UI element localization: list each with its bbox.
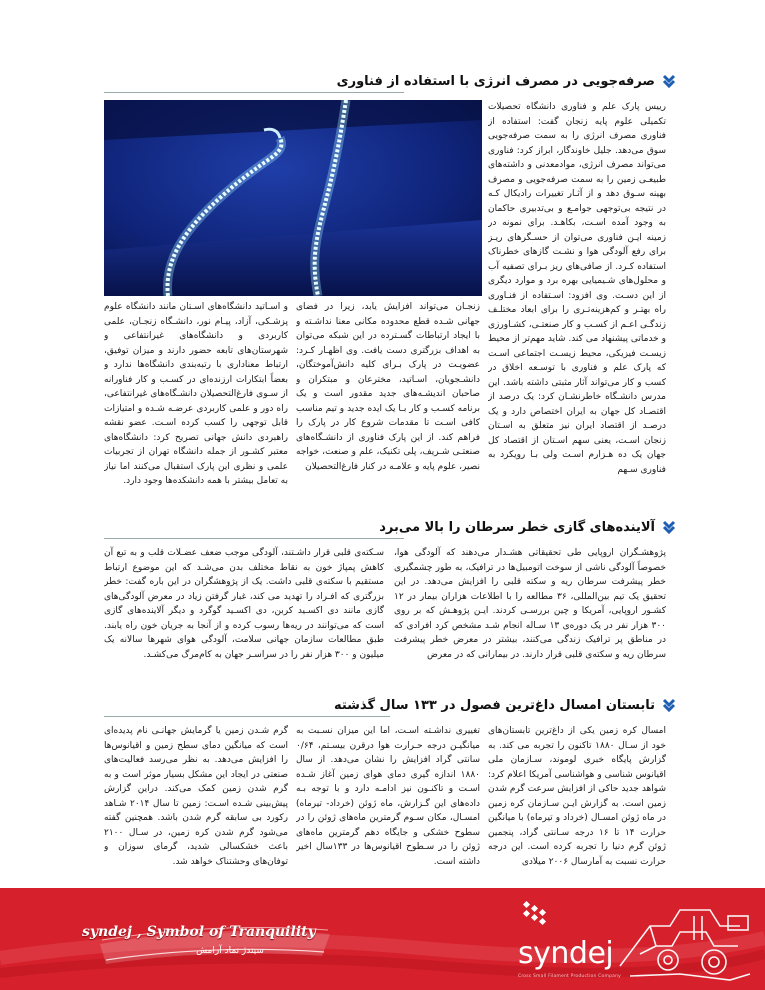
article2-column-left: سـکته‌ی قلبی قرار داشـتند، آلودگی موجب ضعف عضـلات قلب و به تبع آن کاهش پمپاژ خون به نقاط مختلف بدن می‌شـد که این موضوع ارتباط مستقیم با سکته‌ی قلبی داشت. یک از پژوهشگران در این باره گفت: خطر بزرگتری که افـراد را تهدید می کند، غبار گرفتن زیاد در معرض آلودگی‌های گازی مانند دی اکسـید کربن، دی اکسـید گوگرد و دیگر آلاینده‌های گازی است که می‌توانند در ریه‌ها رسوب کرده و از آنجا به جریان خون راه یابند. طبق مطالعات سازمان جهانی سلامت، آلودگی هوای شهرها سالانه یک میلیون و ۳۰۰ هزار نفر را در سراسـر جهان به کام‌مرگ می‌کشـد.	[104, 548, 384, 660]
article3-column-middle: تغییری نداشـته اسـت، اما این میزان نسـبت به میانگیـن درجه حـرارت هوا درقرن بیسـتم، ۰/۶۴ سانتی گراد افزایش را نشان می‌دهد. از سال ۱۸۸۰ اندازه گیری دمای هوای زمین آغاز شـده اسـت و تاکنـون نیز ادامـه دارد و با توجه بـه داده‌های این گـزارش، ماه ژوئن (خرداد- تیرماه) امسـال، مکان سـوم گرمترین ماه‌های ژوئن را در سطوح خشکی و جایگاه دهم گرمترین ماه‌های ژوئن را در سـطوح اقیانوس‌ها در ۱۳۳سال اخیر داشته است.	[296, 726, 480, 867]
brand-tagline: Cross Small Filament Production Company	[518, 974, 621, 979]
article3-title: تابستان امسال داغ‌ترین فصول در ۱۳۳ سال گذشته	[333, 697, 655, 713]
article2-column-right: پژوهشـگران اروپایی طی تحقیقاتی هشـدار می‌دهند که آلودگی هوا، خصوصاً آلودگی ناشی از سوخت اتومبیل‌ها در ترافیک، به طور چشمگیری خطر پیشرفت سرطان ریه و سکته قلبی را افزایش می‌دهد. در این تحقیق یک تیم بین‌المللی، ۳۶ مطالعه را با اطلاعات هزاران بیمار در ۱۲ کشـور اروپایی، آمریکا و چین بررسـی کردند. ایـن پژوهـش که بر روی ۳۰۰ هزار نفر در یک دوره‌ی ۱۳ سـاله انجام شـد مشخص کرد افرادی که در مناطق پر ترافیک زندگی می‌کنند، بیشتر در معرض خطر پیشرفت سرطان ریه و سکته‌ی قلبی قرار دارند. در بیمارانی که در معرض	[394, 548, 666, 660]
slogan-persian: سیندژ نماد آرامش	[196, 946, 264, 956]
article2-title: آلاینده‌های گازی خطر سرطان را بالا می‌برد	[379, 519, 655, 535]
article1-column-left: و اسـاتید دانشگاه‌های اسـتان مانند دانشگاه علوم پزشـکی، آزاد، پیـام نور، دانشـگاه زنجـان، علمی کاربردی و دانشگاه‌های غیرانتفاعی و شهرستان‌های تابعه حضور دارند و میزان توفیق، ارتباط معناداری با رتبه‌بندی دانشگاه‌ها ندارد و بعضاً ابتکارات ارزنده‌ای در کسـب و کار فناورانه از سـوی فارغ‌التحصیلان دانشـگاه‌های غیرانتفاعی، راه دور و علمی کاربردی عرضـه شـده و امتیازات قابل توجهی را کسب کرده اسـت. عضو نقشه راهبردی دانش جهانی تصریح کرد: دانشگاه‌های معتبر کشـور از جمله دانشگاه تهران از تجربیات علمی و نظری این پارک استقبال می‌کنند اما نیاز به تعامل بیشتر با همه دانشکده‌ها وجود دارد.	[104, 302, 288, 486]
double-chevron-down-icon	[661, 519, 677, 535]
article2-rule	[104, 538, 404, 539]
article1-column-middle: زنجـان می‌تواند افزایش یابد، زیرا در فضای جهانی شـده قطع محدوده مکانی معنا نداشـته و با ایجاد ارتباطات گسـترده در این شبکه می‌توان به اهداف بزرگتری دست یافت. وی اظهـار کـرد: عضویـت در پارک بـرای کلیه دانش‌آموختگان، دانشـجویان، اسـاتید، مخترعان و مبتکران و صاحبان اندیشـه‌های جدید مقدور است و یک برنامه کسـب و کار بـا یک ایده جدید و تیم مناسب کافی اسـت تا مقدمات شروع کار در پارک را فراهم کند. از این پارک فناوری از دانشـگاه‌های صنعتـی شـریف، پلی تکنیک، علم و صنعت، خواجه نصیر، علوم پایه و علامـه در کنار فارغ‌التحصیلان	[296, 302, 480, 472]
article1-title: صرفه‌جویی در مصرف انرژی با استفاده از فناوری	[336, 73, 655, 89]
article1-column-right: رییس پارک علم و فناوری دانشگاه تحصیلات تکمیلی علوم پایه زنجان گفت: استفاده از فناوری مصرف انرژی را به سمت صرفه‌جویی سوق می‌دهد. جلیل خاوندگار، ابراز کرد: فناوری می‌تواند مصرف انرژی، موادمعدنی و داشته‌های طبیعـی زمین را به سمت صرفه‌جویی و مصرف بهینه سـوق دهد و از آثـار تغییرات رادیکال کـه در نتیجه بی‌توجهی جوامـع و بی‌تدبیری حاکمان به وجود آمده اسـت، بکاهـد. برای نمونه در زمینه ایـن فناوری می‌توان از حسـگرهای ریـز برای رفع آلودگی هوا و نشـت گازهای خطرناک استفاده کـرد. از صافی‌های ریز بـرای تصفیه آب و محلول‌های شـیمیایی بهره برد و موارد دیگری از این دسـت. وی افزود: اسـتفاده از فنـاوری راه بهتـر و کم‌هزینه‌تـری را برای ابعاد مختلـف زندگـی اعـم از کسـب و کار صنعتـی، کشـاورزی و خدماتی پیشنهاد می کند. شاید مهم‌تر از محیط زیسـت فیزیکی، محیط زیسـت اجتماعی اسـت که پارک علم و فناوری با توسـعه اخلاق در کسب و کار می‌تواند آثار مثبتی داشته باشد. این مدرس دانشـگاه خاطرنشـان کرد: یک درصد از اقتصـاد کل جهان به ایران اختصاص دارد و یک درصـد از اقتصاد ایران نیز متعلق به اسـتان زنجان اسـت، یعنی سهم اسـتان از اقتصاد کل جهان یک ده هـزارم اسـت ولی بـا رویکرد به فناوری سـهم	[488, 102, 666, 475]
article3-heading	[334, 694, 677, 716]
article1-heading	[337, 70, 677, 92]
article1-photo-glowing-filament	[104, 100, 482, 296]
article3-column-left: گرم شـدن زمین یا گرمایش جهانـی نام پدیده‌ای است که میانگین دمای سطح زمین و اقیانوس‌ها را افزایش می‌دهد. به نظر می‌رسد فعالیت‌های صنعتی در ایجاد این مشکل بسیار موثر است و به گرم شدن زمین کمک می‌کند. دراین گزارش پیش‌بینی شـده اسـت: زمین تا سال ۲۰۱۴ شـاهد رکورد بی سابقه گرم شدن باشد. همچنین گفته می‌شود گرم شدن کره زمین، در سـال ۲۱۰۰ باعث خشکسالی شدید، گرمای سوزان و توفان‌های وحشتناک خواهد شد.	[104, 726, 288, 867]
filament-machine-illustration	[610, 896, 760, 988]
brand-name: syndej	[518, 936, 614, 971]
article2-heading	[379, 516, 677, 538]
article3-rule	[104, 716, 390, 717]
article3-column-right: امسال کره زمین یکی از داغ‌ترین تابستان‌های خود از سـال ۱۸۸۰ تاکنون را تجربه می کند. به گزارش پایگاه خبری لوموند، سـازمان ملی اقیانوس شناسی و هواشناسی آمریکا اعلام کرد: شواهد جدید حاکی از افزایش سرعت گرم شدن زمین است. به گزارش ایـن سـازمان کره زمین در ماه ژوئن امسـال (خرداد و تیرماه) با میانگین حرارت ۱۴ تا ۱۶ درجه سـانتی گراد، پنجمین ژوئن گرم دنیا را تجربه کرده است. این درجه حرارت نسبت به آمارسال ۲۰۰۶ میلادی	[488, 726, 666, 867]
article1-rule	[104, 92, 404, 93]
double-chevron-down-icon	[661, 697, 677, 713]
double-chevron-down-icon	[661, 73, 677, 89]
slogan-english: syndej , Symbol of Tranquility	[82, 924, 316, 940]
